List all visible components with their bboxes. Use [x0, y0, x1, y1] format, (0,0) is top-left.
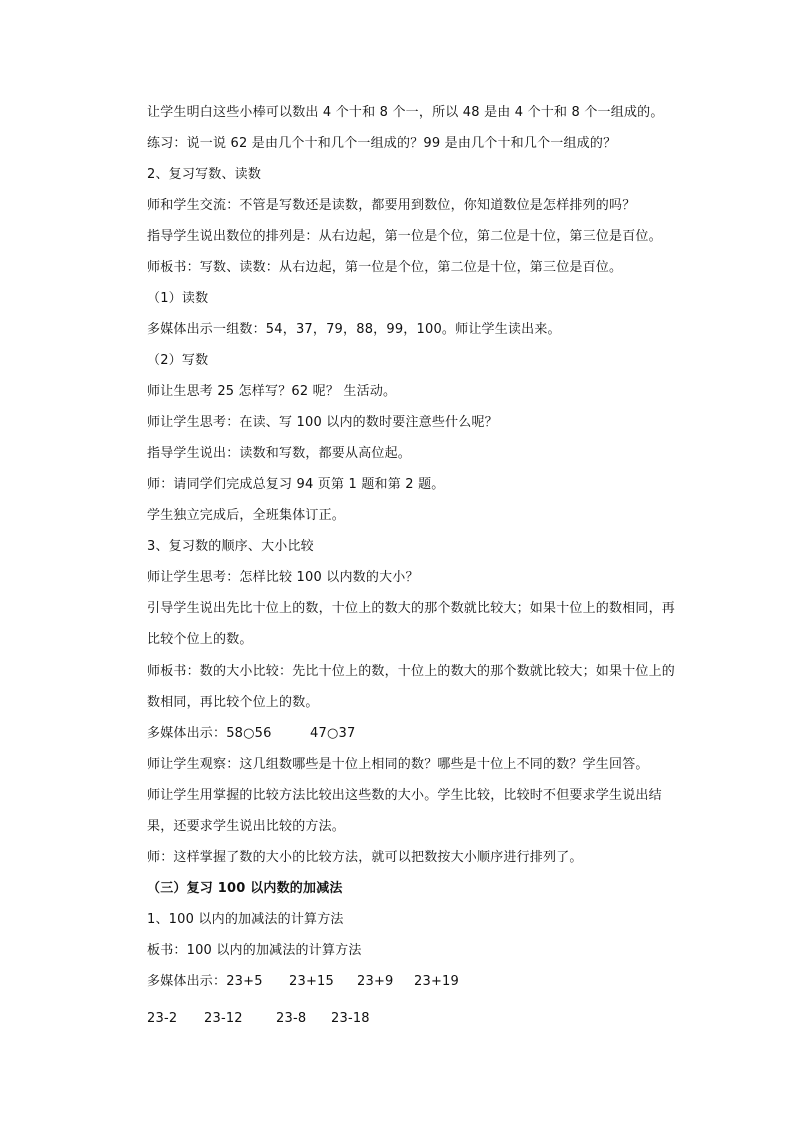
paragraph-14: 师板书：数的大小比较：先比十位上的数，十位上的数大的那个数就比较大；如果十位上的数相同，再比较个位上的数。: [147, 664, 676, 710]
paragraph-11: 学生独立完成后，全班集体订正。: [147, 508, 346, 523]
paragraph-1: 让学生明白这些小棒可以数出 4 个十和 8 个一，所以 48 是由 4 个十和 8 个一组成的。: [147, 105, 664, 120]
paragraph-7: 师让生思考 25 怎样写？62 呢？ 生活动。: [147, 384, 397, 399]
paragraph-5: 师板书：写数、读数：从右边起，第一位是个位，第二位是十位，第三位是百位。: [147, 260, 623, 275]
subheading-reading: （1）读数: [147, 291, 209, 306]
paragraph-20-d: 23+19: [414, 974, 459, 989]
paragraph-17: 师让学生用掌握的比较方法比较出这些数的大小。学生比较，比较时不但要求学生说出结果，还要求学生说出比较的方法。: [147, 788, 662, 834]
paragraph-13: 引导学生说出先比十位上的数，十位上的数大的那个数就比较大；如果十位上的数相同，再比较个位上的数。: [147, 601, 676, 647]
paragraph-19: 板书：100 以内的加减法的计算方法: [147, 943, 362, 958]
paragraph-20-c: 23+9: [357, 974, 394, 989]
section-heading-2: 2、复习写数、读数: [147, 167, 262, 182]
paragraph-15-a: 多媒体出示：58○56: [147, 726, 272, 741]
paragraph-21-a: 23-2: [147, 1011, 178, 1026]
paragraph-8: 师让学生思考：在读、写 100 以内的数时要注意些什么呢？: [147, 415, 498, 430]
paragraph-4: 指导学生说出数位的排列是：从右边起，第一位是个位，第二位是十位，第三位是百位。: [147, 229, 662, 244]
paragraph-10: 师：请同学们完成总复习 94 页第 1 题和第 2 题。: [147, 477, 445, 492]
section-heading-three: （三）复习 100 以内数的加减法: [147, 881, 343, 896]
paragraph-20-a: 多媒体出示：23+5: [147, 974, 263, 989]
paragraph-18: 师：这样掌握了数的大小的比较方法，就可以把数按大小顺序进行排列了。: [147, 850, 583, 865]
section-heading-3: 3、复习数的顺序、大小比较: [147, 539, 314, 554]
paragraph-21-b: 23-12: [204, 1011, 243, 1026]
paragraph-21-c: 23-8: [276, 1011, 307, 1026]
paragraph-6: 多媒体出示一组数：54，37，79，88，99，100。师让学生读出来。: [147, 322, 561, 337]
paragraph-3: 师和学生交流：不管是写数还是读数，都要用到数位，你知道数位是怎样排列的吗？: [147, 198, 636, 213]
section-heading-1-addsub: 1、100 以内的加减法的计算方法: [147, 912, 344, 927]
paragraph-16: 师让学生观察：这几组数哪些是十位上相同的数？哪些是十位上不同的数？学生回答。: [147, 757, 649, 772]
paragraph-20-b: 23+15: [289, 974, 334, 989]
paragraph-2: 练习：说一说 62 是由几个十和几个一组成的？99 是由几个十和几个一组成的？: [147, 136, 617, 151]
paragraph-15-b: 47○37: [310, 726, 356, 741]
paragraph-9: 指导学生说出：读数和写数，都要从高位起。: [147, 446, 412, 461]
paragraph-21-d: 23-18: [331, 1011, 370, 1026]
subheading-writing: （2）写数: [147, 353, 209, 368]
paragraph-12: 师让学生思考：怎样比较 100 以内数的大小？: [147, 570, 419, 585]
